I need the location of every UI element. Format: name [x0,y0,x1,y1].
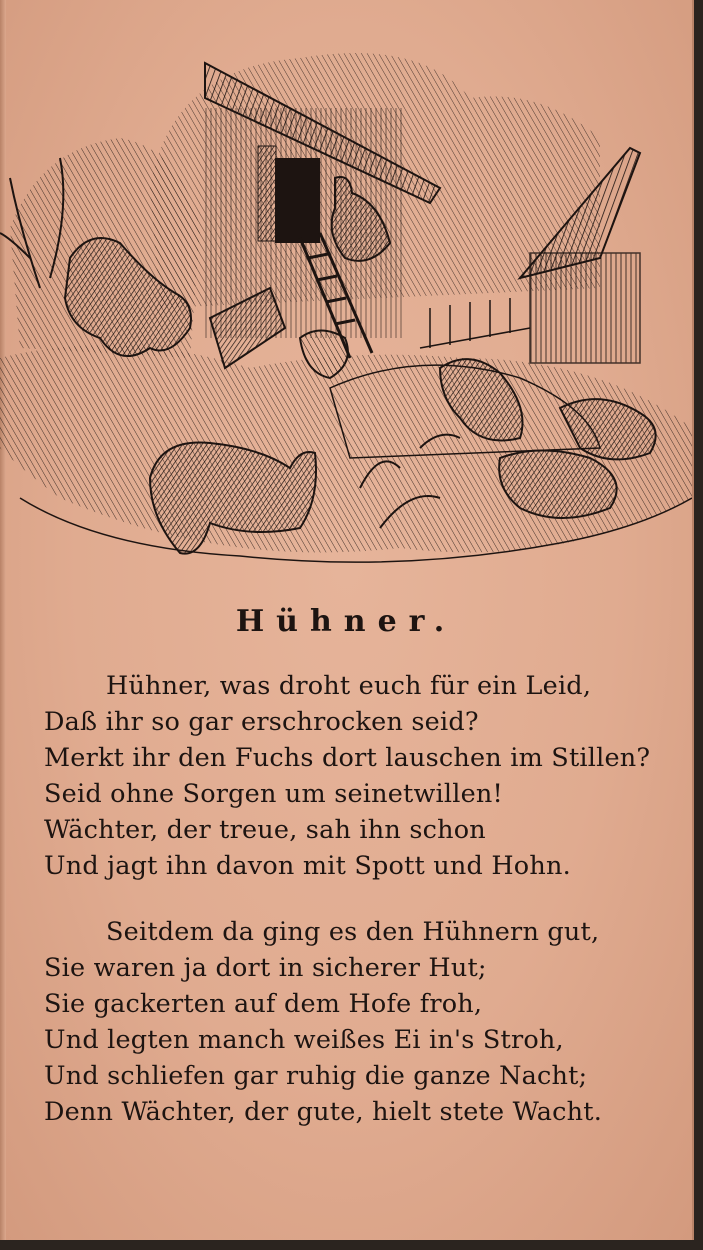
poem-line: Merkt ihr den Fuchs dort lauschen im Stillen? [44,743,651,773]
farmyard-engraving [0,28,692,568]
poem-line: Und schliefen gar ruhig die ganze Nacht; [44,1061,588,1091]
poem-line: Und jagt ihn davon mit Spott und Hohn. [44,851,571,881]
poem-line: Seitdem da ging es den Hühnern gut, [106,917,600,947]
poem-line: Sie waren ja dort in sicherer Hut; [44,953,487,983]
poem-line: Daß ihr so gar erschrocken seid? [44,707,479,737]
stanza-2 [44,914,664,1130]
poem-title: Hühner. [235,604,457,639]
poem-line: Denn Wächter, der gute, hielt stete Wacht. [44,1097,603,1127]
poem-line: Hühner, was droht euch für ein Leid, [106,671,592,701]
poem-line: Sie gackerten auf dem Hofe froh, [44,989,483,1019]
poem-line: Seid ohne Sorgen um seinetwillen! [44,779,503,809]
stanza-1 [44,668,664,884]
poem-line: Und legten manch weißes Ei in's Stroh, [44,1025,564,1055]
barn-wall [530,253,640,363]
poem-line: Wächter, der treue, sah ihn schon [44,815,486,845]
